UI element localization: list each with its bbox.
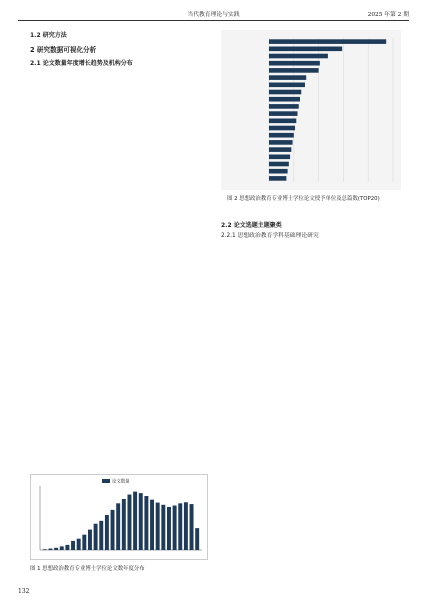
figure-1-bar bbox=[122, 499, 126, 550]
section-heading-1-2: 1.2 研究方法 bbox=[30, 32, 67, 39]
figure-1-bar bbox=[77, 539, 81, 550]
section-heading-2: 2 研究数据可视化分析 bbox=[30, 46, 97, 55]
figure-2-bar bbox=[269, 111, 298, 116]
figure-1-bar bbox=[48, 549, 52, 550]
figure-2-bar bbox=[269, 83, 305, 88]
figure-2-caption: 图 2 思想政治教育专业博士学位论文授予单位及总篇数(TOP20) bbox=[227, 196, 380, 202]
figure-1-bar bbox=[144, 496, 148, 550]
figure-1-bar bbox=[116, 503, 120, 550]
figure-1-bar bbox=[133, 492, 137, 550]
page-number: 132 bbox=[18, 588, 30, 595]
figure-1-bar bbox=[178, 503, 182, 550]
figure-1-bar bbox=[167, 507, 171, 550]
figure-1-bar bbox=[173, 506, 177, 550]
figure-1-bar bbox=[94, 524, 98, 550]
journal-title: 当代教育理论与实践 bbox=[187, 12, 240, 18]
figure-2-bar bbox=[269, 97, 300, 102]
figure-2-bar bbox=[269, 126, 295, 131]
figure-1-bar bbox=[99, 521, 103, 550]
figure-1-bar bbox=[184, 502, 188, 550]
figure-1-bar bbox=[54, 548, 58, 550]
section-heading-2-2-1: 2.2.1 思想政治教育学科基础理论研究 bbox=[221, 233, 319, 240]
figure-2-bar bbox=[269, 162, 289, 167]
figure-1-bar-chart bbox=[30, 474, 208, 560]
figure-1-bar bbox=[43, 549, 47, 550]
figure-2-bar bbox=[269, 104, 299, 109]
running-header bbox=[18, 8, 409, 21]
figure-2-bar bbox=[269, 68, 319, 73]
section-heading-2-1: 2.1 论文数量年度增长趋势及机构分布 bbox=[30, 59, 133, 67]
figure-1 bbox=[30, 474, 208, 574]
left-column bbox=[30, 28, 208, 70]
figure-1-bar bbox=[150, 500, 154, 550]
figure-1-bar bbox=[60, 546, 64, 550]
figure-2-bar bbox=[269, 39, 386, 44]
figure-2-bar bbox=[269, 140, 293, 145]
figure-2-bar bbox=[269, 61, 320, 66]
figure-1-legend-label: 论文数量 bbox=[112, 479, 130, 485]
figure-1-bar bbox=[105, 515, 109, 550]
figure-1-bar bbox=[111, 510, 115, 550]
figure-1-legend-swatch bbox=[102, 479, 110, 483]
figure-1-caption: 图 1 思想政治教育专业博士学位论文数年度分布 bbox=[30, 566, 145, 572]
figure-1-bar bbox=[190, 504, 194, 550]
figure-2-bar bbox=[269, 133, 294, 138]
figure-2-bar bbox=[269, 54, 328, 59]
figure-2-bar bbox=[269, 155, 290, 160]
figure-1-bar bbox=[71, 541, 75, 550]
figure-2 bbox=[221, 30, 401, 208]
right-column bbox=[221, 218, 401, 243]
figure-2-bar bbox=[269, 169, 288, 174]
figure-2-bar bbox=[269, 119, 296, 124]
figure-2-bar bbox=[269, 47, 342, 52]
figure-1-bar bbox=[139, 493, 143, 550]
figure-2-bar bbox=[269, 176, 286, 181]
figure-2-bar bbox=[269, 90, 301, 95]
figure-1-bar bbox=[65, 545, 69, 550]
figure-1-bar bbox=[82, 535, 86, 550]
figure-1-bar bbox=[127, 495, 131, 550]
figure-1-bar bbox=[161, 505, 165, 550]
figure-1-bar bbox=[195, 528, 199, 550]
figure-1-bar bbox=[156, 503, 160, 550]
figure-2-bar bbox=[269, 75, 306, 80]
issue-label: 2025 年第 2 期 bbox=[367, 12, 409, 18]
figure-2-bar-chart bbox=[221, 30, 401, 190]
figure-2-bar bbox=[269, 147, 291, 152]
figure-1-bar bbox=[88, 530, 92, 550]
section-heading-2-2: 2.2 论文选题主题聚类 bbox=[221, 222, 282, 229]
